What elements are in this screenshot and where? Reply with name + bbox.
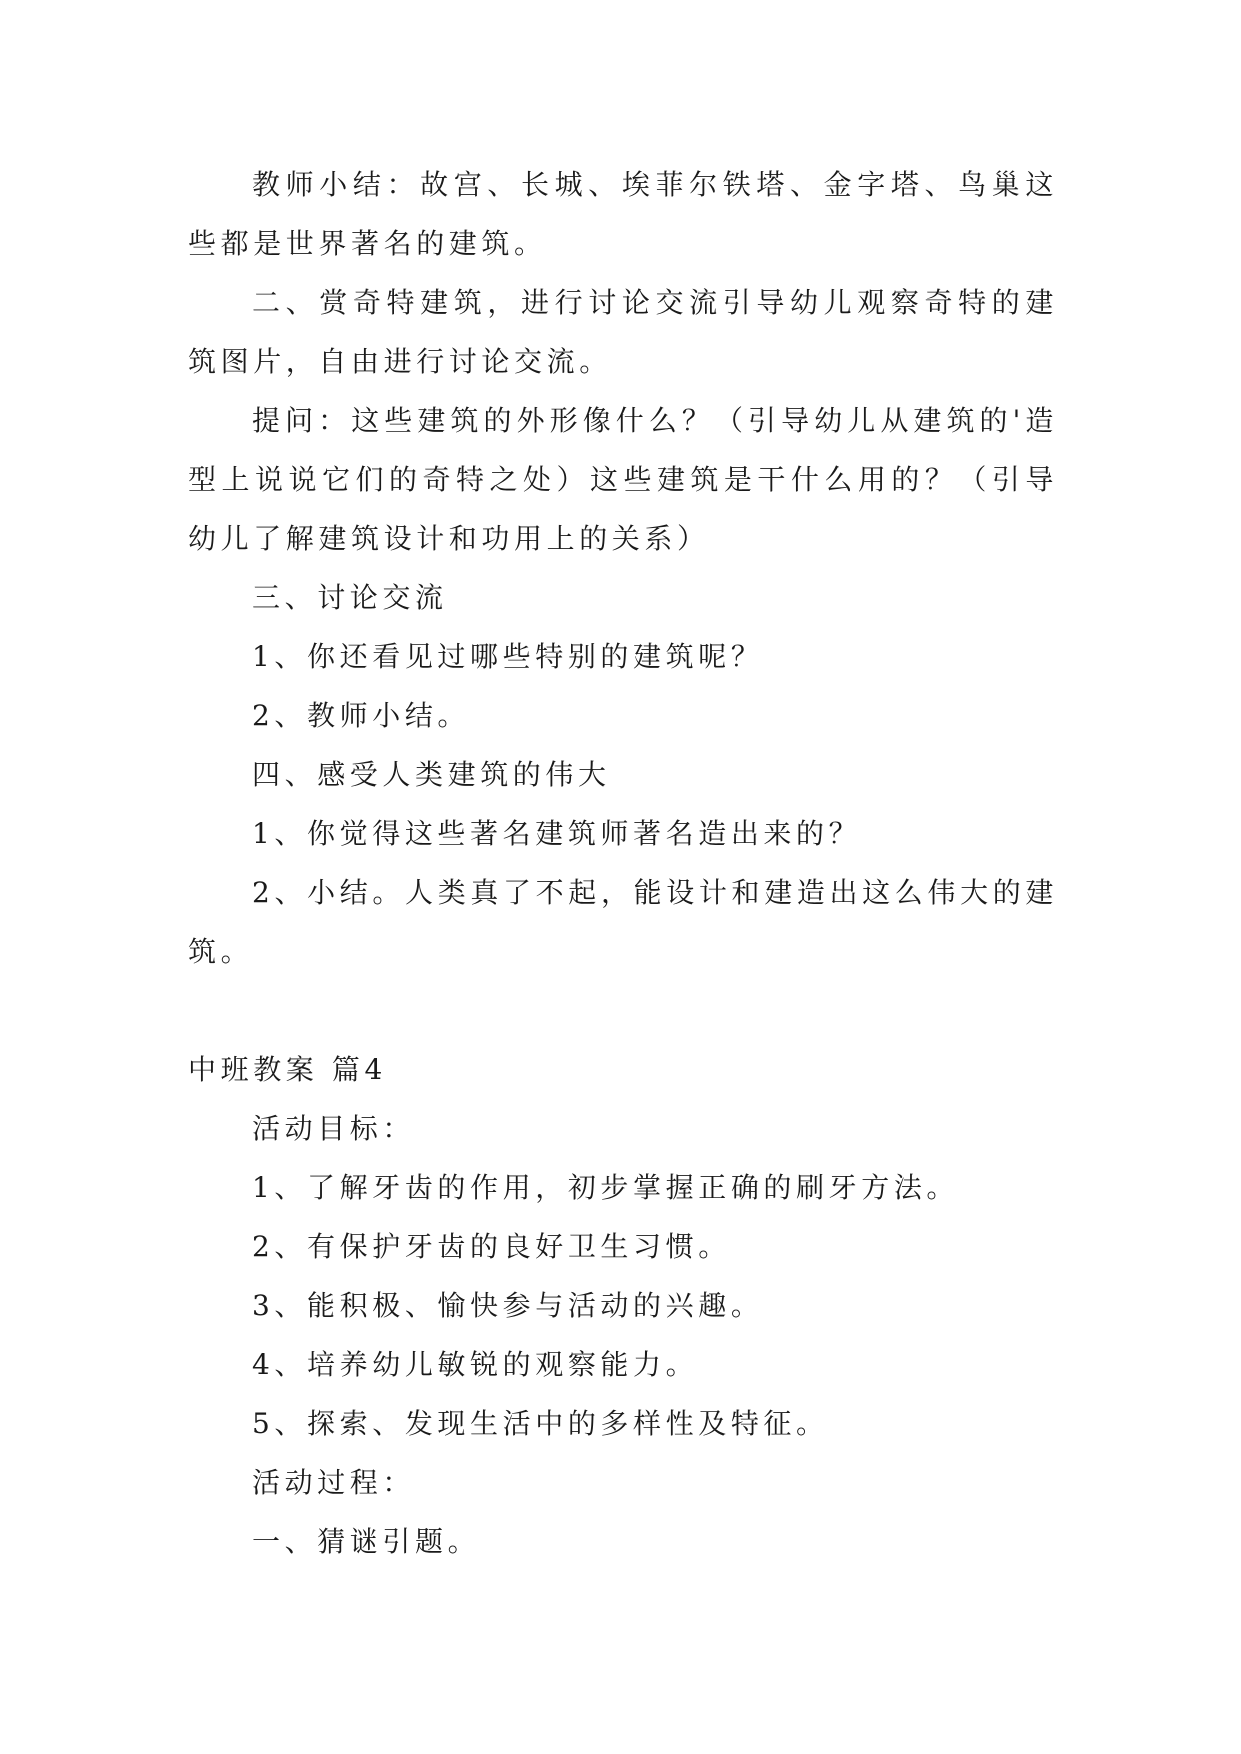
paragraph-item-3: 1、你觉得这些著名建筑师著名造出来的？: [252, 817, 862, 850]
paragraph-goal-4: 4、培养幼儿敏锐的观察能力。: [252, 1348, 699, 1381]
document-page: [188, 155, 1058, 1571]
paragraph-process-heading: 活动过程：: [252, 1466, 416, 1499]
section-title: 中班教案 篇4: [188, 1053, 387, 1086]
paragraph-process-step-1: 一、猜谜引题。: [252, 1525, 481, 1558]
paragraph-summary: 2、小结。人类真了不起，能设计和建造出这么伟大的建筑。: [188, 876, 1058, 968]
paragraph-section-two: 二、赏奇特建筑，进行讨论交流引导幼儿观察奇特的建筑图片，自由进行讨论交流。: [188, 286, 1058, 378]
paragraph-goals-heading: 活动目标：: [252, 1112, 416, 1145]
paragraph-section-four: 四、感受人类建筑的伟大: [252, 758, 611, 791]
paragraph-item-1: 1、你还看见过哪些特别的建筑呢？: [252, 640, 764, 673]
paragraph-goal-2: 2、有保护牙齿的良好卫生习惯。: [252, 1230, 731, 1263]
paragraph-questions: 提问：这些建筑的外形像什么？（引导幼儿从建筑的'造型上说说它们的奇特之处）这些建筑是干什么用的？（引导幼儿了解建筑设计和功用上的关系）: [188, 404, 1058, 555]
paragraph-goal-3: 3、能积极、愉快参与活动的兴趣。: [252, 1289, 764, 1322]
paragraph-section-three: 三、讨论交流: [252, 581, 448, 614]
paragraph-goal-1: 1、了解牙齿的作用，初步掌握正确的刷牙方法。: [252, 1171, 960, 1204]
blank-line: [188, 981, 1058, 1040]
paragraph-item-2: 2、教师小结。: [252, 699, 471, 732]
paragraph-teacher-summary: 教师小结：故宫、长城、埃菲尔铁塔、金字塔、鸟巢这些都是世界著名的建筑。: [188, 168, 1058, 260]
paragraph-goal-5: 5、探索、发现生活中的多样性及特征。: [252, 1407, 829, 1440]
